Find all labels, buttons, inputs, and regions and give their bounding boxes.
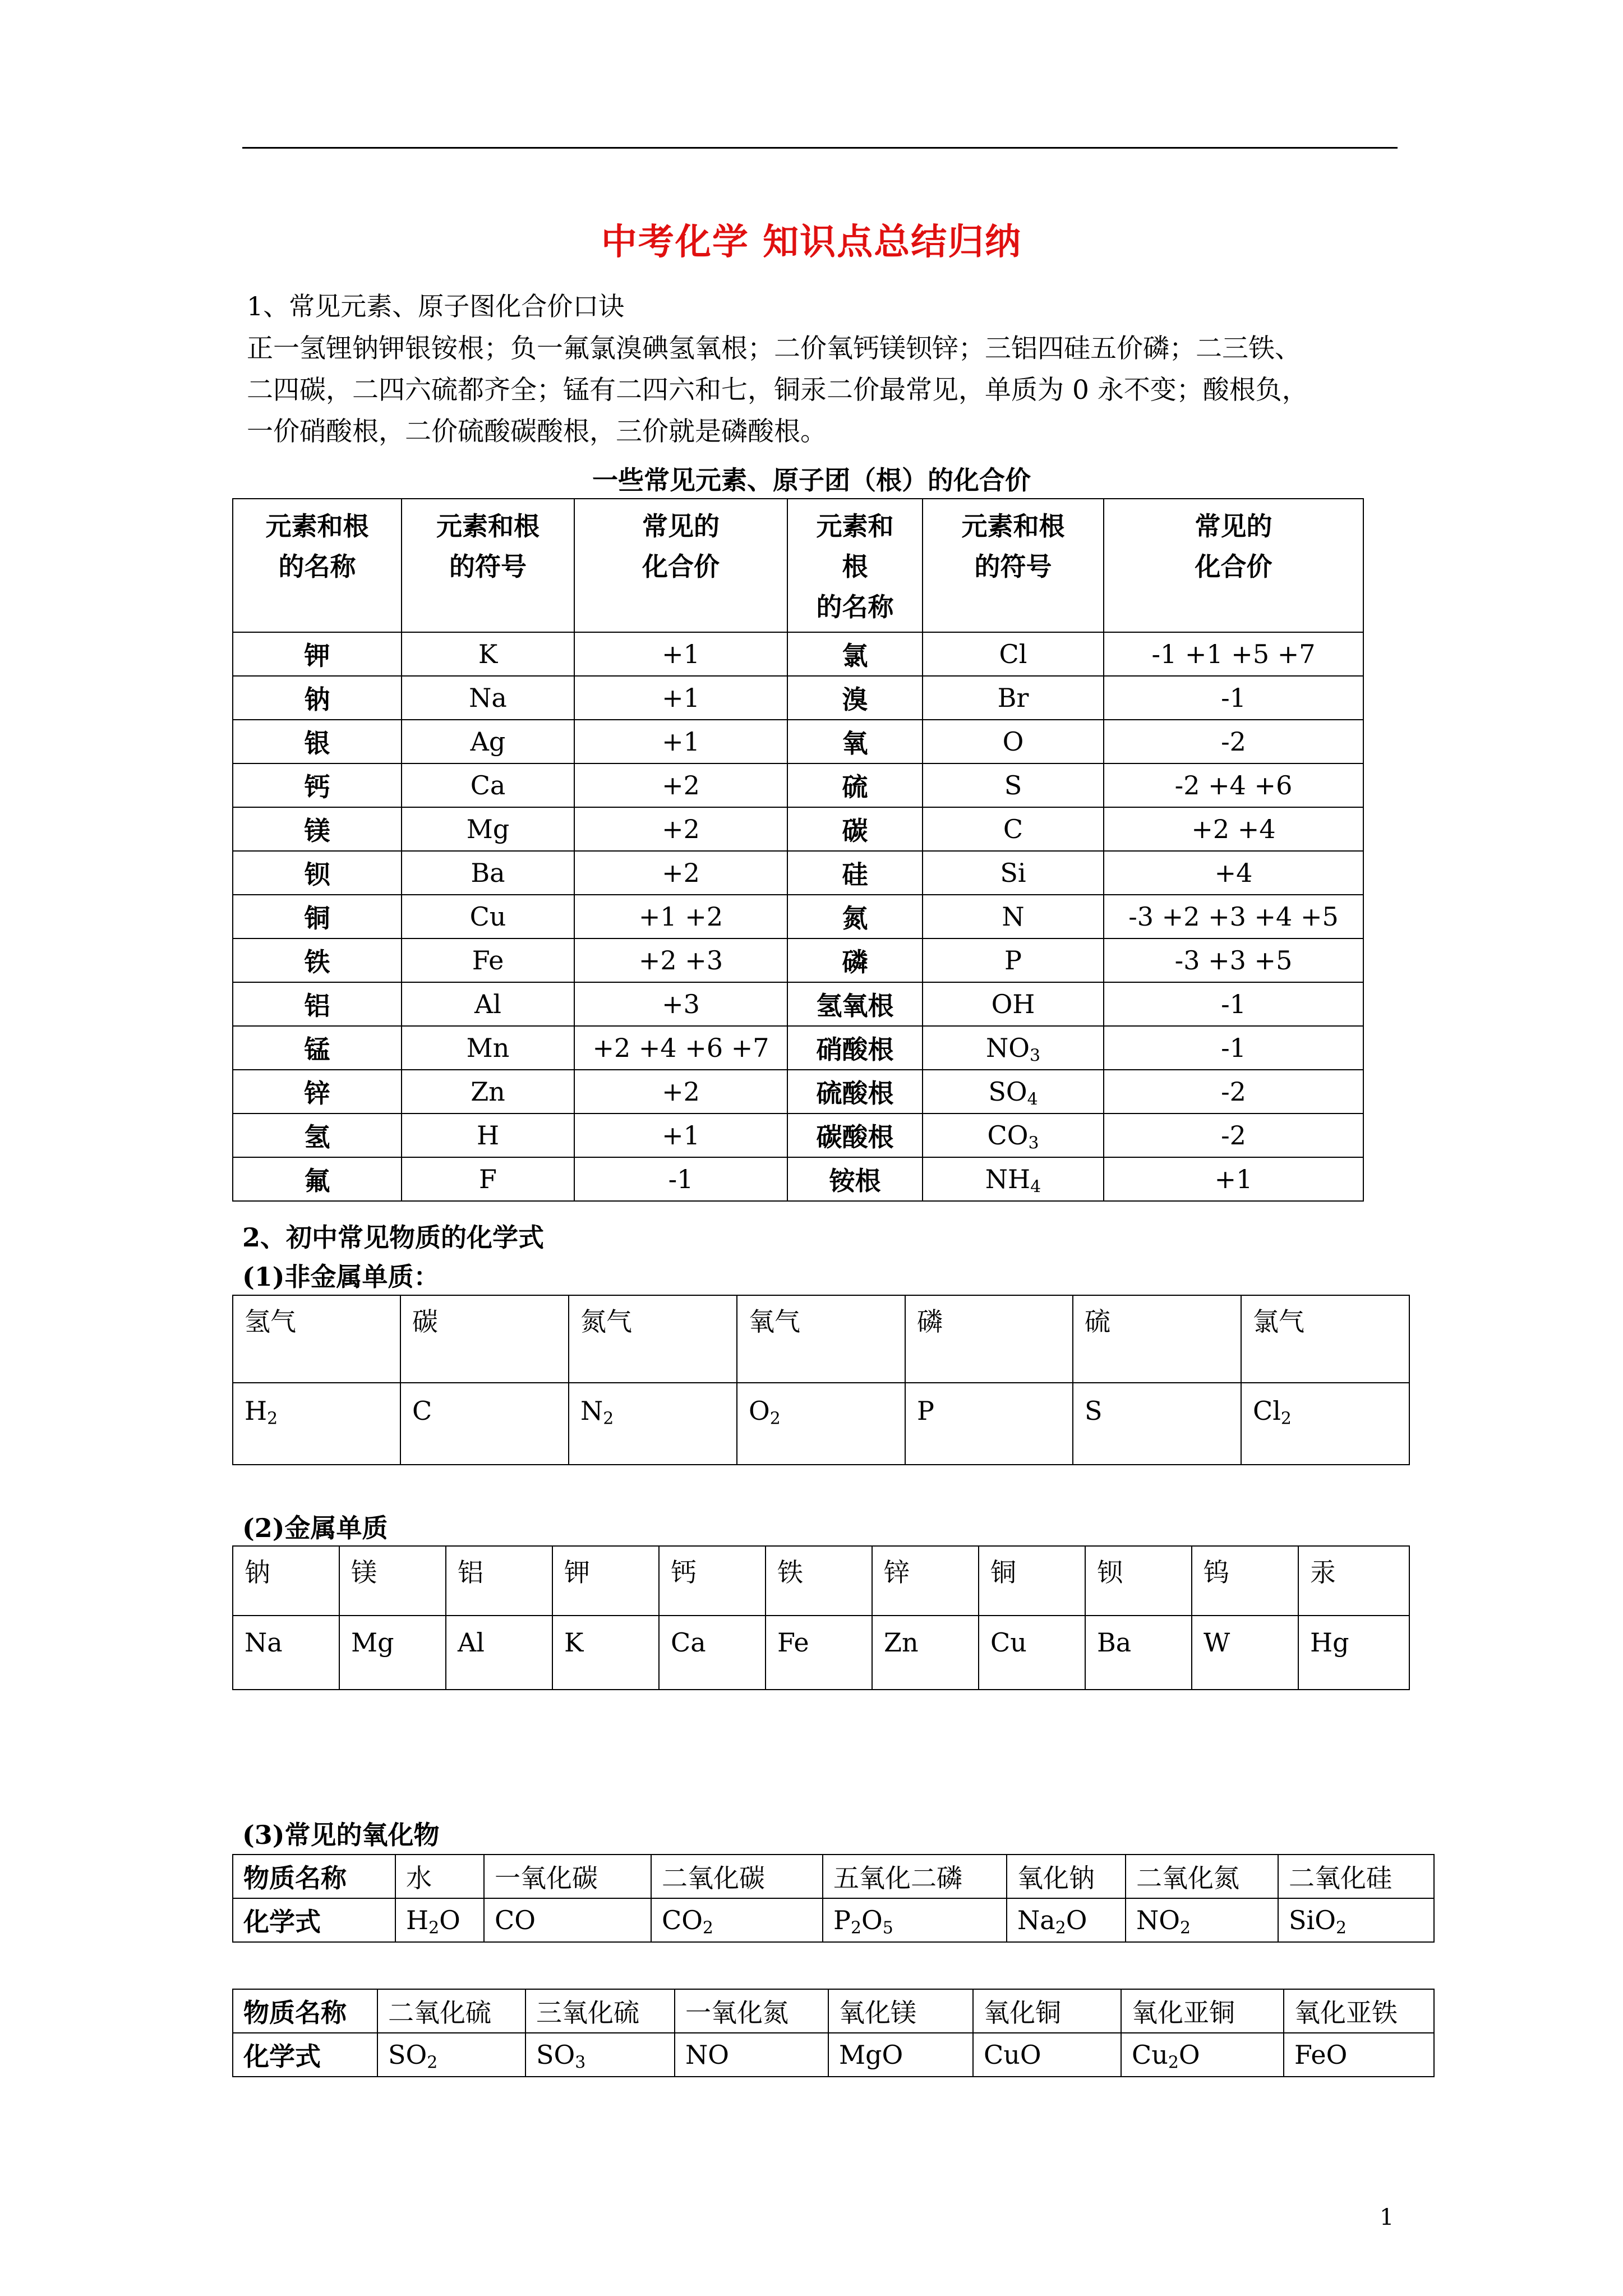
formula-cell: C — [400, 1383, 569, 1465]
formula-cell: Na — [233, 1616, 339, 1690]
header-line: 化合价 — [1195, 551, 1272, 582]
valence-cell: -1 +1 +5 +7 — [1104, 632, 1363, 676]
valence-cell: +4 — [1104, 851, 1363, 895]
valence-cell: -1 — [1104, 982, 1363, 1026]
symbol-cell: S — [923, 763, 1104, 807]
substance-name-cell: 铜 — [979, 1546, 1085, 1616]
nonmetal-formula-row — [233, 1383, 1409, 1465]
symbol-cell: Ag — [402, 720, 574, 763]
oxide-formula-cell: MgO — [828, 2033, 973, 2077]
element-name-cell: 钙 — [233, 763, 402, 807]
element-name-cell: 氯 — [787, 632, 923, 676]
valence-cell: -1 — [574, 1157, 787, 1201]
section1-heading: 1、常见元素、原子图化合价口诀 — [247, 291, 625, 321]
oxide-name-cell: 氧化铜 — [973, 1989, 1121, 2033]
valence-header-cell — [574, 499, 787, 632]
valence-cell: +3 — [574, 982, 787, 1026]
substance-name-cell: 磷 — [905, 1295, 1073, 1383]
symbol-cell: Br — [923, 676, 1104, 720]
oxide-formula-cell: CuO — [973, 2033, 1121, 2077]
oxide-formula-cell: NO — [675, 2033, 828, 2077]
element-name-cell: 钾 — [233, 632, 402, 676]
oxide-name-label: 物质名称 — [233, 1855, 395, 1898]
symbol-cell: N — [923, 895, 1104, 938]
header-line: 化合价 — [642, 551, 720, 582]
section2-heading: 2、初中常见物质的化学式 — [242, 1222, 545, 1253]
valence-cell: +2 +4 +6 +7 — [574, 1026, 787, 1070]
substance-name-cell: 钨 — [1192, 1546, 1298, 1616]
valence-row — [233, 1026, 1363, 1070]
oxide-name-cell: 氧化亚铜 — [1121, 1989, 1284, 2033]
nonmetal-heading: (1)非金属单质： — [242, 1262, 440, 1292]
valence-row — [233, 1070, 1363, 1114]
oxide-table-1 — [232, 1854, 1435, 1943]
oxide-name-cell: 一氧化氮 — [675, 1989, 828, 2033]
symbol-cell: Cl — [923, 632, 1104, 676]
element-name-cell: 钡 — [233, 851, 402, 895]
header-line: 元素和根 — [436, 511, 540, 541]
oxide-name-row — [233, 1855, 1434, 1898]
valence-cell: -2 — [1104, 1114, 1363, 1157]
metal-formula-row — [233, 1616, 1409, 1690]
symbol-cell: Zn — [402, 1070, 574, 1114]
formula-cell: Fe — [766, 1616, 872, 1690]
oxide-name-cell: 水 — [395, 1855, 484, 1898]
oxide-formula-cell: SiO$_2$ — [1278, 1898, 1434, 1942]
metal-heading: (2)金属单质 — [242, 1513, 388, 1543]
element-name-cell: 铜 — [233, 895, 402, 938]
valence-cell: +1 — [574, 1114, 787, 1157]
element-name-cell: 碳酸根 — [787, 1114, 923, 1157]
header-rule — [242, 147, 1398, 149]
oxide-table-2 — [232, 1989, 1435, 2077]
substance-name-cell: 钠 — [233, 1546, 339, 1616]
oxide-name-cell: 二氧化碳 — [651, 1855, 823, 1898]
valence-cell: -2 — [1104, 720, 1363, 763]
formula-cell: Al — [446, 1616, 552, 1690]
nonmetal-name-row — [233, 1295, 1409, 1383]
valence-row — [233, 1157, 1363, 1201]
header-line: 元素和根 — [265, 511, 369, 541]
substance-name-cell: 氮气 — [569, 1295, 737, 1383]
symbol-cell: O — [923, 720, 1104, 763]
oxide-formula-label: 化学式 — [233, 2033, 377, 2077]
formula-cell: Hg — [1298, 1616, 1409, 1690]
element-name-cell: 钠 — [233, 676, 402, 720]
formula-cell: Mg — [339, 1616, 446, 1690]
element-name-cell: 氟 — [233, 1157, 402, 1201]
formula-cell: Ca — [659, 1616, 766, 1690]
valence-table-caption: 一些常见元素、原子团（根）的化合价 — [592, 465, 1031, 495]
valence-cell: +1 — [574, 632, 787, 676]
substance-name-cell: 氧气 — [737, 1295, 905, 1383]
header-line: 元素和 — [816, 511, 894, 541]
formula-cell: K — [552, 1616, 659, 1690]
oxide-name-cell: 一氧化碳 — [484, 1855, 651, 1898]
valence-row — [233, 938, 1363, 982]
oxide-name-cell: 氧化亚铁 — [1284, 1989, 1434, 2033]
page-number: 1 — [1380, 2205, 1394, 2230]
formula-cell: Ba — [1085, 1616, 1192, 1690]
substance-name-cell: 氢气 — [233, 1295, 400, 1383]
oxide-formula-cell: $P_2O_5$ — [823, 1898, 1007, 1942]
element-name-cell: 氢氧根 — [787, 982, 923, 1026]
oxide-formula-cell: $Cu_2O$ — [1121, 2033, 1284, 2077]
oxide-name-cell: 氧化镁 — [828, 1989, 973, 2033]
rhyme-line: 正一氢锂钠钾银铵根；负一氟氯溴碘氢氧根；二价氧钙镁钡锌；三铝四硅五价磷；二三铁、 — [247, 333, 1301, 364]
valence-row — [233, 676, 1363, 720]
element-name-cell: 碳 — [787, 807, 923, 851]
valence-cell: +2 — [574, 763, 787, 807]
element-name-cell: 磷 — [787, 938, 923, 982]
header-line: 的符号 — [449, 551, 527, 582]
valence-header-row — [233, 499, 1363, 632]
header-line: 根 — [842, 551, 868, 582]
header-line: 的符号 — [974, 551, 1052, 582]
rhyme-line: 一价硝酸根，二价硫酸碳酸根，三价就是磷酸根。 — [247, 416, 827, 447]
valence-cell: -1 — [1104, 1026, 1363, 1070]
valence-cell: -2 +4 +6 — [1104, 763, 1363, 807]
rhyme-line: 二四碳，二四六硫都齐全；锰有二四六和七，铜汞二价最常见，单质为 0 永不变；酸根负， — [247, 375, 1308, 406]
valence-header-cell — [1104, 499, 1363, 632]
symbol-cell: H — [402, 1114, 574, 1157]
substance-name-cell: 钾 — [552, 1546, 659, 1616]
element-name-cell: 氮 — [787, 895, 923, 938]
substance-name-cell: 钡 — [1085, 1546, 1192, 1616]
formula-cell: Zn — [872, 1616, 979, 1690]
symbol-cell: Na — [402, 676, 574, 720]
element-name-cell: 硅 — [787, 851, 923, 895]
element-name-cell: 银 — [233, 720, 402, 763]
element-name-cell: 硫 — [787, 763, 923, 807]
oxide-formula-cell: FeO — [1284, 2033, 1434, 2077]
oxide-name-cell: 氧化钠 — [1007, 1855, 1126, 1898]
formula-cell: S — [1073, 1383, 1241, 1465]
symbol-cell: F — [402, 1157, 574, 1201]
valence-row — [233, 982, 1363, 1026]
substance-name-cell: 碳 — [400, 1295, 569, 1383]
oxide-name-cell: 五氧化二磷 — [823, 1855, 1007, 1898]
symbol-cell: OH — [923, 982, 1104, 1026]
symbol-cell: Mn — [402, 1026, 574, 1070]
nonmetal-table — [232, 1295, 1410, 1465]
oxide-formula-cell: $SO_2$ — [377, 2033, 525, 2077]
header-line: 常见的 — [642, 511, 720, 541]
valence-cell: +2 — [574, 1070, 787, 1114]
element-name-cell: 铝 — [233, 982, 402, 1026]
valence-row — [233, 1114, 1363, 1157]
valence-cell: +2 +4 — [1104, 807, 1363, 851]
valence-cell: +1 — [574, 676, 787, 720]
oxide-formula-cell: $NO_2$ — [1126, 1898, 1278, 1942]
valence-header-cell — [787, 499, 923, 632]
formula-cell: $Cl_2$ — [1241, 1383, 1409, 1465]
symbol-cell: $NO_3$ — [923, 1026, 1104, 1070]
metal-name-row — [233, 1546, 1409, 1616]
symbol-cell: P — [923, 938, 1104, 982]
substance-name-cell: 硫 — [1073, 1295, 1241, 1383]
oxide-formula-row — [233, 2033, 1434, 2077]
oxide-formula-cell: $Na_2O$ — [1007, 1898, 1126, 1942]
symbol-cell: Cu — [402, 895, 574, 938]
element-name-cell: 镁 — [233, 807, 402, 851]
substance-name-cell: 汞 — [1298, 1546, 1409, 1616]
valence-row — [233, 632, 1363, 676]
substance-name-cell: 铁 — [766, 1546, 872, 1616]
symbol-cell: Ba — [402, 851, 574, 895]
element-name-cell: 氧 — [787, 720, 923, 763]
element-name-cell: 硝酸根 — [787, 1026, 923, 1070]
valence-cell: -2 — [1104, 1070, 1363, 1114]
oxide-heading: (3)常见的氧化物 — [242, 1820, 440, 1850]
substance-name-cell: 铝 — [446, 1546, 552, 1616]
symbol-cell: K — [402, 632, 574, 676]
symbol-cell: Mg — [402, 807, 574, 851]
substance-name-cell: 镁 — [339, 1546, 446, 1616]
valence-cell: -3 +2 +3 +4 +5 — [1104, 895, 1363, 938]
formula-cell: Cu — [979, 1616, 1085, 1690]
oxide-formula-cell: CO — [484, 1898, 651, 1942]
header-line: 的名称 — [816, 592, 894, 622]
symbol-cell: $NH_4$ — [923, 1157, 1104, 1201]
substance-name-cell: 锌 — [872, 1546, 979, 1616]
formula-cell: $H_2$ — [233, 1383, 400, 1465]
valence-cell: +2 +3 — [574, 938, 787, 982]
symbol-cell: Si — [923, 851, 1104, 895]
symbol-cell: C — [923, 807, 1104, 851]
valence-header-cell — [402, 499, 574, 632]
substance-name-cell: 氯气 — [1241, 1295, 1409, 1383]
valence-cell: +1 — [1104, 1157, 1363, 1201]
page-title: 中考化学 知识点总结归纳 — [601, 221, 1022, 263]
valence-rhyme — [247, 328, 1396, 453]
valence-table — [232, 498, 1364, 1202]
symbol-cell: Fe — [402, 938, 574, 982]
oxide-name-cell: 二氧化硫 — [377, 1989, 525, 2033]
element-name-cell: 锰 — [233, 1026, 402, 1070]
oxide-name-cell: 二氧化硅 — [1278, 1855, 1434, 1898]
element-name-cell: 铁 — [233, 938, 402, 982]
formula-cell: $O_2$ — [737, 1383, 905, 1465]
oxide-formula-cell: $CO_2$ — [651, 1898, 823, 1942]
oxide-formula-label: 化学式 — [233, 1898, 395, 1942]
valence-header-cell — [923, 499, 1104, 632]
symbol-cell: $SO_4$ — [923, 1070, 1104, 1114]
symbol-cell: Ca — [402, 763, 574, 807]
substance-name-cell: 钙 — [659, 1546, 766, 1616]
valence-row — [233, 720, 1363, 763]
element-name-cell: 铵根 — [787, 1157, 923, 1201]
oxide-formula-cell: $H_2O$ — [395, 1898, 484, 1942]
valence-row — [233, 807, 1363, 851]
valence-cell: -3 +3 +5 — [1104, 938, 1363, 982]
header-line: 的名称 — [278, 551, 356, 582]
valence-header-cell — [233, 499, 402, 632]
valence-row — [233, 851, 1363, 895]
valence-cell: -1 — [1104, 676, 1363, 720]
element-name-cell: 氢 — [233, 1114, 402, 1157]
symbol-cell: Al — [402, 982, 574, 1026]
oxide-formula-row — [233, 1898, 1434, 1942]
formula-cell: W — [1192, 1616, 1298, 1690]
oxide-name-cell: 三氧化硫 — [525, 1989, 675, 2033]
formula-cell: P — [905, 1383, 1073, 1465]
oxide-name-cell: 二氧化氮 — [1126, 1855, 1278, 1898]
formula-cell: $N_2$ — [569, 1383, 737, 1465]
oxide-formula-cell: $SO_3$ — [525, 2033, 675, 2077]
valence-row — [233, 895, 1363, 938]
element-name-cell: 锌 — [233, 1070, 402, 1114]
valence-cell: +1 — [574, 720, 787, 763]
valence-cell: +2 — [574, 851, 787, 895]
symbol-cell: $CO_3$ — [923, 1114, 1104, 1157]
element-name-cell: 硫酸根 — [787, 1070, 923, 1114]
element-name-cell: 溴 — [787, 676, 923, 720]
header-line: 元素和根 — [961, 511, 1065, 541]
oxide-name-row — [233, 1989, 1434, 2033]
metal-table — [232, 1545, 1410, 1690]
valence-cell: +2 — [574, 807, 787, 851]
oxide-name-label: 物质名称 — [233, 1989, 377, 2033]
valence-cell: +1 +2 — [574, 895, 787, 938]
header-line: 常见的 — [1195, 511, 1272, 541]
valence-row — [233, 763, 1363, 807]
